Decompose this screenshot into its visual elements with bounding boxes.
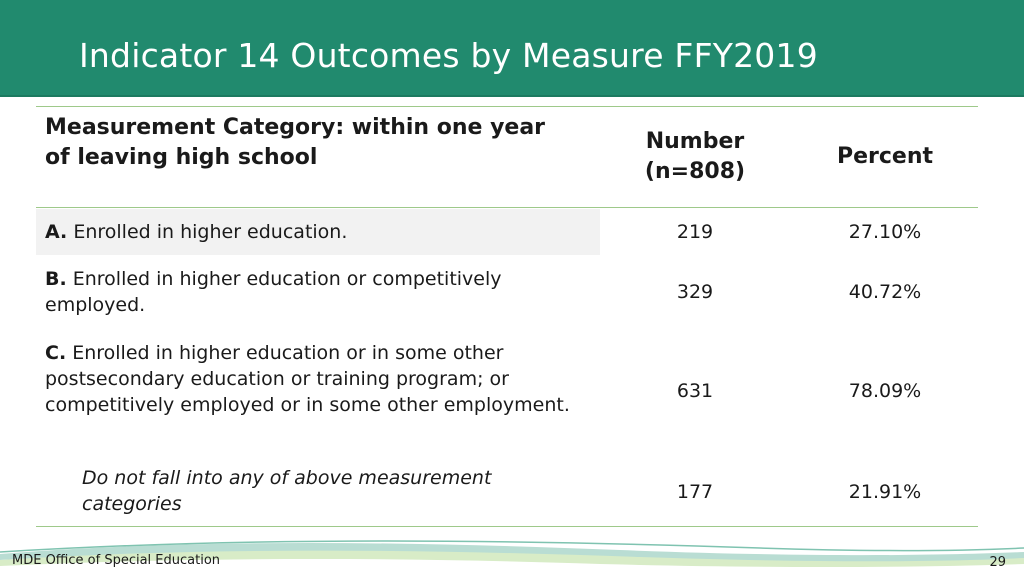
- row-a-letter: A.: [45, 221, 68, 243]
- row-b-category: [45, 266, 585, 318]
- row-b-number: 329: [676, 281, 714, 303]
- row-b-text: Enrolled in higher education or competitively employed.: [45, 268, 502, 316]
- row-c-number: 631: [676, 380, 714, 402]
- slide-title: Indicator 14 Outcomes by Measure FFY2019: [79, 36, 818, 75]
- footer-organization: MDE Office of Special Education: [12, 553, 221, 568]
- row-d-percent: 21.91%: [848, 481, 922, 503]
- row-b-percent: 40.72%: [848, 281, 922, 303]
- row-c-letter: C.: [45, 342, 67, 364]
- row-c-category: [45, 340, 585, 418]
- table-top-rule: [36, 106, 978, 107]
- header-measurement-category: Measurement Category: within one year of leaving high school: [45, 115, 546, 170]
- row-a-number: 219: [676, 221, 714, 243]
- row-a-text: Enrolled in higher education.: [67, 221, 348, 243]
- header-number: Number (n=808): [644, 129, 746, 184]
- row-a-category: [45, 219, 585, 245]
- row-b-letter: B.: [45, 268, 67, 290]
- header-bottom-rule: [36, 207, 978, 208]
- title-bar: [0, 0, 1024, 97]
- table-bottom-rule: [36, 526, 978, 527]
- row-c-text: Enrolled in higher education or in some other postsecondary education or training program; or competitively employed or in some other employment.: [45, 342, 570, 416]
- row-a-percent: 27.10%: [848, 221, 922, 243]
- row-d-number: 177: [676, 481, 714, 503]
- page-number: 29: [989, 555, 1006, 570]
- header-percent: Percent: [836, 144, 934, 169]
- row-d-category: Do not fall into any of above measurement categories: [82, 467, 492, 515]
- row-c-percent: 78.09%: [848, 380, 922, 402]
